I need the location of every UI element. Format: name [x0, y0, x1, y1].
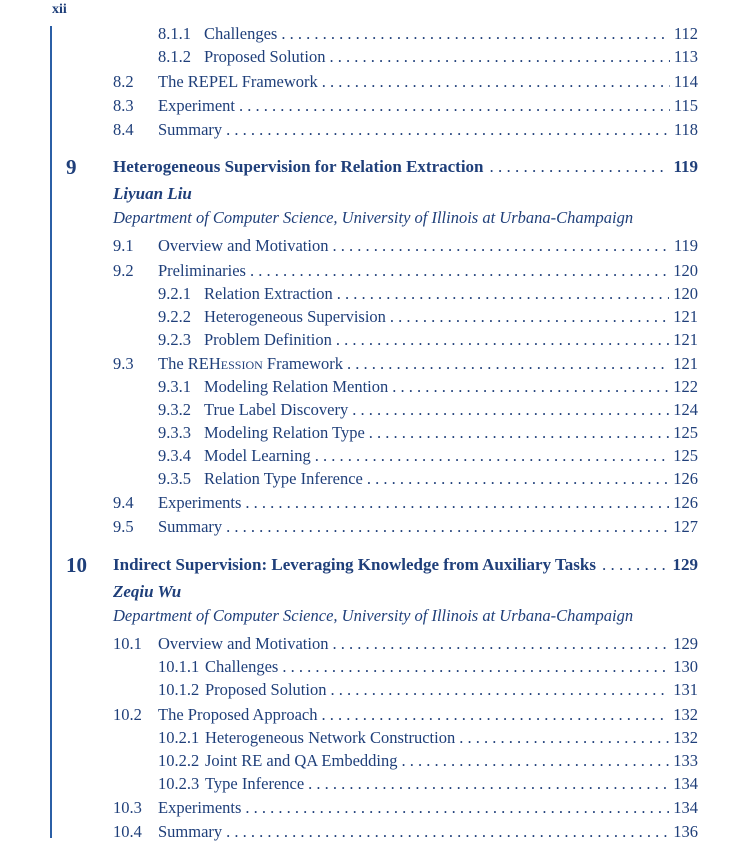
- toc-entry[interactable]: [0, 422, 749, 444]
- toc-entry[interactable]: [0, 46, 749, 68]
- toc-entry-number: 8.1.1: [158, 24, 191, 43]
- toc-entry-title: Overview and Motivation: [158, 634, 329, 653]
- dot-leader: [367, 468, 669, 490]
- toc-entry[interactable]: [0, 260, 749, 282]
- toc-entry-page: 122: [673, 377, 698, 396]
- toc-entry-title: The Proposed Approach: [158, 705, 318, 724]
- toc-entry-page: 130: [673, 657, 698, 676]
- dot-leader: [315, 445, 669, 467]
- chapter-author: Liyuan Liu: [113, 184, 192, 203]
- dot-leader: [390, 306, 669, 328]
- toc-entry-number: 9.2: [113, 261, 134, 280]
- dot-leader: [245, 492, 669, 514]
- toc-entry[interactable]: [0, 399, 749, 421]
- toc-entry-number: 10.2.2: [158, 751, 200, 770]
- toc-entry[interactable]: [0, 283, 749, 305]
- toc-entry-title: Problem Definition: [204, 330, 332, 349]
- chapter-title[interactable]: [113, 157, 698, 177]
- toc-entry-number: 9.2.3: [158, 330, 191, 349]
- toc-entry-page: 133: [673, 751, 698, 770]
- toc-entry-number: 9.3: [113, 354, 134, 373]
- toc-entry-page: 112: [673, 24, 698, 43]
- toc-entry-leader: [158, 119, 698, 141]
- dot-leader: [337, 283, 669, 305]
- dot-leader: [602, 555, 667, 575]
- toc-entry-leader: [205, 656, 698, 678]
- dot-leader: [369, 422, 669, 444]
- toc-entry[interactable]: [0, 95, 749, 117]
- toc-entry-number: 9.3.5: [158, 469, 191, 488]
- dot-leader: [321, 704, 669, 726]
- toc-entry-leader: [204, 445, 698, 467]
- toc-entry[interactable]: [0, 704, 749, 726]
- dot-leader: [245, 797, 669, 819]
- toc-entry-leader: [204, 399, 698, 421]
- dot-leader: [332, 633, 669, 655]
- toc-entry-page: 127: [673, 517, 698, 536]
- toc-entry[interactable]: [0, 468, 749, 490]
- toc-entry-title: Modeling Relation Mention: [204, 377, 389, 396]
- toc-entry-leader: [158, 633, 698, 655]
- toc-entry[interactable]: [0, 492, 749, 514]
- toc-entry-leader: [158, 353, 698, 375]
- toc-entry-leader: [204, 422, 698, 444]
- toc-entry-number: 8.4: [113, 120, 134, 139]
- toc-entry-leader: [204, 283, 698, 305]
- toc-entry-number: 10.1.2: [158, 680, 200, 699]
- toc-entry[interactable]: [0, 235, 749, 257]
- toc-entry[interactable]: [0, 633, 749, 655]
- toc-entry-leader: [158, 260, 698, 282]
- dot-leader: [282, 656, 669, 678]
- dot-leader: [226, 516, 669, 538]
- chapter-page: 119: [673, 157, 698, 176]
- toc-entry-page: 125: [673, 423, 698, 442]
- toc-entry-page: 134: [673, 798, 698, 817]
- toc-entry-page: 121: [673, 354, 698, 373]
- toc-entry-title: Proposed Solution: [204, 47, 326, 66]
- toc-entry-number: 10.2.3: [158, 774, 200, 793]
- toc-entry-title: True Label Discovery: [204, 400, 349, 419]
- dot-leader: [347, 353, 669, 375]
- dot-leader: [330, 679, 669, 701]
- toc-entry-title: Experiments: [158, 798, 242, 817]
- toc-entry-leader: [158, 821, 698, 843]
- toc-entry[interactable]: [0, 71, 749, 93]
- toc-entry-number: 9.2.1: [158, 284, 191, 303]
- toc-entry-leader: [204, 329, 698, 351]
- toc-entry-number: 10.3: [113, 798, 142, 817]
- toc-entry-title: Model Learning: [204, 446, 311, 465]
- dot-leader: [226, 821, 669, 843]
- chapter-number: 10: [66, 553, 87, 577]
- toc-entry-number: 9.1: [113, 236, 134, 255]
- toc-entry-page: 126: [673, 493, 698, 512]
- toc-entry-title: Preliminaries: [158, 261, 246, 280]
- toc-entry-title: Summary: [158, 822, 223, 841]
- toc-entry-page: 120: [673, 261, 698, 280]
- toc-entry-number: 10.2: [113, 705, 142, 724]
- toc-entry-page: 119: [673, 236, 698, 255]
- page-number: xii: [52, 2, 67, 17]
- chapter-title[interactable]: [113, 555, 698, 575]
- toc-entry-title: The REHession Framework: [158, 354, 343, 373]
- toc-entry-title: Heterogeneous Supervision: [204, 307, 386, 326]
- toc-entry[interactable]: [0, 727, 749, 749]
- toc-entry-page: 132: [673, 705, 698, 724]
- toc-entry-leader: [204, 468, 698, 490]
- dot-leader: [322, 71, 670, 93]
- toc-entry-leader: [205, 679, 698, 701]
- toc-entry[interactable]: [0, 445, 749, 467]
- toc-entry-leader: [158, 704, 698, 726]
- dot-leader: [226, 119, 670, 141]
- toc-entry-title: The REPEL Framework: [158, 72, 318, 91]
- toc-entry-leader: [205, 773, 698, 795]
- toc-entry-number: 9.4: [113, 493, 134, 512]
- toc-entry-number: 9.5: [113, 517, 134, 536]
- toc-entry-page: 124: [673, 400, 698, 419]
- toc-entry-title: Proposed Solution: [205, 680, 327, 699]
- toc-entry[interactable]: [0, 119, 749, 141]
- toc-entry-leader: [158, 95, 698, 117]
- toc-entry[interactable]: [0, 821, 749, 843]
- toc-entry-leader: [204, 306, 698, 328]
- toc-entry-leader: [205, 727, 698, 749]
- toc-entry-leader: [158, 797, 698, 819]
- toc-entry-leader: [158, 492, 698, 514]
- toc-entry-number: 10.2.1: [158, 728, 200, 747]
- dot-leader: [281, 23, 670, 45]
- toc-entry-page: 134: [673, 774, 698, 793]
- toc-entry-title: Challenges: [205, 657, 279, 676]
- toc-entry-page: 125: [673, 446, 698, 465]
- toc-entry-title: Joint RE and QA Embedding: [205, 751, 398, 770]
- chapter-title-text: Indirect Supervision: Leveraging Knowledge from Auxiliary Tasks: [113, 555, 596, 574]
- dot-leader: [332, 235, 669, 257]
- toc-entry-title: Summary: [158, 120, 223, 139]
- toc-entry-title: Type Inference: [205, 774, 305, 793]
- dot-leader: [352, 399, 669, 421]
- toc-entry-title: Overview and Motivation: [158, 236, 329, 255]
- chapter-affiliation: Department of Computer Science, University of Illinois at Urbana-Champaign: [113, 208, 634, 227]
- chapter-page: 129: [672, 555, 698, 574]
- toc-entry-page: 118: [673, 120, 698, 139]
- toc-entry[interactable]: [0, 516, 749, 538]
- toc-entry[interactable]: [0, 679, 749, 701]
- toc-entry-title: Challenges: [204, 24, 278, 43]
- dot-leader: [392, 376, 669, 398]
- toc-entry-leader: [158, 516, 698, 538]
- toc-entry-title: Heterogeneous Network Construction: [205, 728, 456, 747]
- toc-entry-leader: [205, 750, 698, 772]
- toc-entry[interactable]: [0, 750, 749, 772]
- toc-entry-title: Relation Type Inference: [204, 469, 363, 488]
- toc-entry-number: 8.1.2: [158, 47, 191, 66]
- toc-entry-number: 10.1: [113, 634, 142, 653]
- dot-leader: [308, 773, 669, 795]
- toc-entry-title: Summary: [158, 517, 223, 536]
- toc-entry[interactable]: [0, 23, 749, 45]
- chapter-affiliation: Department of Computer Science, University of Illinois at Urbana-Champaign: [113, 606, 634, 625]
- toc-entry[interactable]: [0, 329, 749, 351]
- toc-entry[interactable]: [0, 773, 749, 795]
- toc-entry-number: 8.2: [113, 72, 134, 91]
- toc-entry-page: 121: [673, 307, 698, 326]
- toc-entry-page: 114: [673, 72, 698, 91]
- toc-entry-number: 9.3.2: [158, 400, 191, 419]
- toc-entry-page: 136: [673, 822, 698, 841]
- toc-entry-number: 9.3.3: [158, 423, 191, 442]
- toc-entry[interactable]: [0, 656, 749, 678]
- dot-leader: [250, 260, 669, 282]
- toc-entry-leader: [204, 23, 698, 45]
- toc-entry-leader: [204, 46, 698, 68]
- toc-entry-number: 10.4: [113, 822, 142, 841]
- toc-entry-page: 121: [673, 330, 698, 349]
- toc-entry-title-smallcaps: ession: [220, 354, 263, 373]
- dot-leader: [490, 157, 668, 177]
- toc-entry-page: 132: [673, 728, 698, 747]
- toc-entry-title: Experiments: [158, 493, 242, 512]
- toc-entry-page: 126: [673, 469, 698, 488]
- toc-entry[interactable]: [0, 353, 749, 375]
- toc-entry-page: 120: [673, 284, 698, 303]
- toc-entry-leader: [158, 235, 698, 257]
- toc-entry-page: 129: [673, 634, 698, 653]
- dot-leader: [329, 46, 669, 68]
- toc-entry-page: 115: [673, 96, 698, 115]
- dot-leader: [336, 329, 669, 351]
- toc-entry-leader: [158, 71, 698, 93]
- toc-entry-title: Experiment: [158, 96, 235, 115]
- toc-entry[interactable]: [0, 797, 749, 819]
- toc-entry-number: 8.3: [113, 96, 134, 115]
- toc-entry-leader: [204, 376, 698, 398]
- dot-leader: [459, 727, 669, 749]
- toc-entry[interactable]: [0, 376, 749, 398]
- toc-entry[interactable]: [0, 306, 749, 328]
- dot-leader: [402, 750, 670, 772]
- toc-entry-number: 10.1.1: [158, 657, 200, 676]
- toc-entry-title: Modeling Relation Type: [204, 423, 365, 442]
- toc-entry-page: 113: [673, 47, 698, 66]
- toc-entry-number: 9.3.1: [158, 377, 191, 396]
- toc-entry-page: 131: [673, 680, 698, 699]
- toc-entry-title: Relation Extraction: [204, 284, 333, 303]
- dot-leader: [239, 95, 670, 117]
- chapter-author: Zeqiu Wu: [113, 582, 182, 601]
- toc-entry-number: 9.2.2: [158, 307, 191, 326]
- toc-entry-number: 9.3.4: [158, 446, 191, 465]
- chapter-title-text: Heterogeneous Supervision for Relation Extraction: [113, 157, 484, 176]
- chapter-number: 9: [66, 155, 77, 179]
